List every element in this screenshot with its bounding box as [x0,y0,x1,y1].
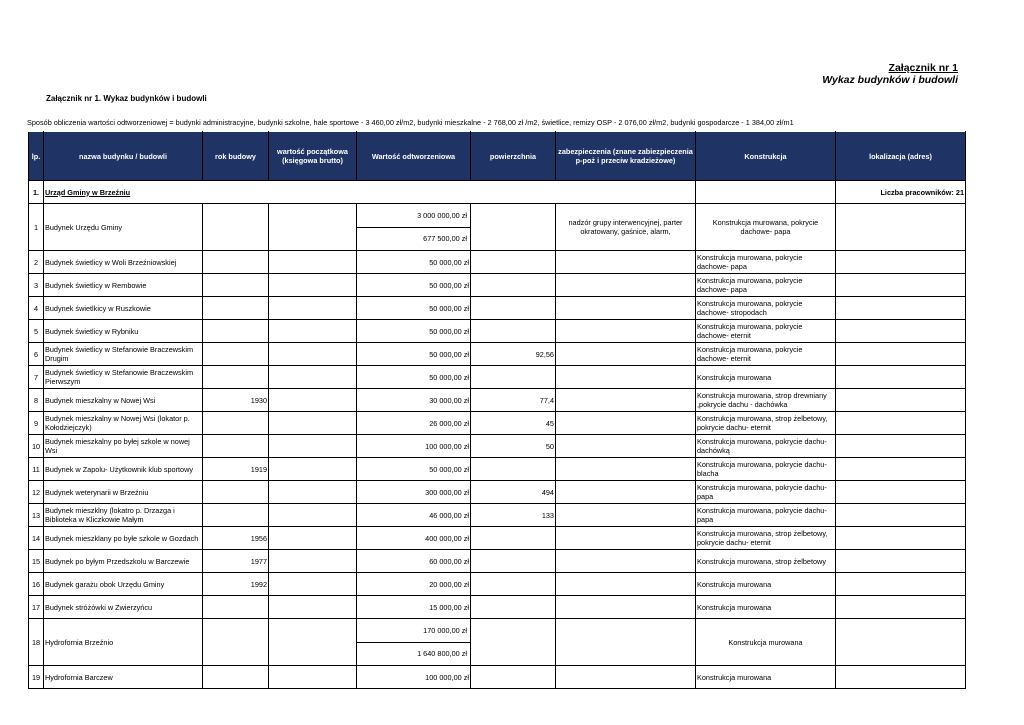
table-row [29,527,966,550]
row-location [836,389,966,412]
row-location [836,458,966,481]
row-lp: 1 [29,204,44,251]
row-security [556,619,696,666]
row-replacement-value [357,204,471,251]
row-name: Budynek mieszkalny w Nowej Wsi (lokator p. Kołodziejczyk) [44,412,203,435]
row-initial-value [269,389,357,412]
row-initial-value [269,527,357,550]
row-year [203,366,269,389]
row-location [836,366,966,389]
row-construction: Konstrukcja murowana, strop żelbetowy, pokrycie dachu- eternit [696,527,836,550]
row-security [556,297,696,320]
row-year: 1992 [203,573,269,596]
row-security [556,666,696,689]
row-replacement-value [357,619,471,666]
row-lp: 18 [29,619,44,666]
row-name: Budynek mieszkalny po byłej szkole w nowej Wsi [44,435,203,458]
row-area [471,619,556,666]
row-location [836,320,966,343]
row-name: Budynek po byłym Przedszkolu w Barczewie [44,550,203,573]
row-replacement-value: 20 000,00 zł [357,573,471,596]
table-header-row [29,132,966,181]
row-construction: Konstrukcja murowana, pokrycie dachu- blacha [696,458,836,481]
table-row [29,573,966,596]
row-name: Budynek weterynarii w Brzeźniu [44,481,203,504]
row-initial-value [269,297,357,320]
document-title: Załącznik nr 1. Wykaz budynków i budowli [46,94,207,103]
row-year [203,481,269,504]
row-name: Budynek świetlkicy w Ruszkowie [44,297,203,320]
row-construction: Konstrukcja murowana, pokrycie dachu- papa [696,481,836,504]
row-name: Budynek świetlicy w Rembowie [44,274,203,297]
row-lp: 15 [29,550,44,573]
row-initial-value [269,550,357,573]
row-initial-value [269,435,357,458]
row-construction: Konstrukcja murowana, pokrycie dachowe- eternit [696,343,836,366]
row-replacement-value: 400 000,00 zł [357,527,471,550]
row-area [471,573,556,596]
row-area [471,596,556,619]
row-year [203,619,269,666]
row-initial-value [269,596,357,619]
row-construction: Konstrukcja murowana [696,619,836,666]
row-replacement-value: 100 000,00 zł [357,666,471,689]
row-construction: Konstrukcja murowana, pokrycie dachowe- papa [696,204,836,251]
row-location [836,527,966,550]
row-replacement-value-part: 3 000 000,00 zł [357,204,470,228]
row-year: 1930 [203,389,269,412]
row-construction: Konstrukcja murowana, strop żelbetowy [696,550,836,573]
header-year: rok budowy [203,132,269,181]
row-location [836,204,966,251]
row-initial-value [269,320,357,343]
table-row [29,320,966,343]
table-row [29,251,966,274]
row-name: Budynek świetlicy w Stefanowie Braczewskim Pierwszym [44,366,203,389]
row-replacement-value: 15 000,00 zł [357,596,471,619]
table-row [29,619,966,666]
row-name: Budynek stróżówki w Zwierzyńcu [44,596,203,619]
row-area [471,458,556,481]
row-name: Budynek świetlicy w Stefanowie Braczewskim Drugim [44,343,203,366]
row-construction: Konstrukcja murowana [696,573,836,596]
row-lp: 12 [29,481,44,504]
row-initial-value [269,274,357,297]
header-name: nazwa budynku / budowli [44,132,203,181]
row-year [203,204,269,251]
row-initial-value [269,204,357,251]
row-construction: Konstrukcja murowana, pokrycie dachowe- papa [696,251,836,274]
row-construction: Konstrukcja murowana, pokrycie dachowe- stropodach [696,297,836,320]
row-location [836,573,966,596]
row-lp: 3 [29,274,44,297]
row-area [471,366,556,389]
row-replacement-value: 26 000,00 zł [357,412,471,435]
annex-heading [822,62,958,86]
row-security [556,274,696,297]
row-construction: Konstrukcja murowana, pokrycie dachu- papa [696,504,836,527]
row-construction: Konstrukcja murowana [696,596,836,619]
row-area: 50 [471,435,556,458]
row-location [836,274,966,297]
row-construction: Konstrukcja murowana, strop drewniany ,pokrycie dachu - dachówka [696,389,836,412]
row-construction: Konstrukcja murowana [696,366,836,389]
header-construction: Konstrukcja [696,132,836,181]
section-spacer [696,181,836,204]
header-area: powierzchnia [471,132,556,181]
row-location [836,412,966,435]
row-replacement-value: 50 000,00 zł [357,458,471,481]
row-lp: 14 [29,527,44,550]
row-lp: 19 [29,666,44,689]
row-initial-value [269,619,357,666]
row-security [556,435,696,458]
row-lp: 6 [29,343,44,366]
table-row [29,412,966,435]
row-initial-value [269,573,357,596]
row-security: nadzór grupy interwencyjnej, parter okratowany, gaśnice, alarm, [556,204,696,251]
row-area [471,666,556,689]
row-area: 45 [471,412,556,435]
table-row [29,550,966,573]
row-lp: 5 [29,320,44,343]
row-replacement-value: 50 000,00 zł [357,366,471,389]
annex-number: Załącznik nr 1 [888,62,958,74]
row-area: 494 [471,481,556,504]
row-name: Budynek garażu obok Urzędu Gminy [44,573,203,596]
row-initial-value [269,412,357,435]
row-year: 1919 [203,458,269,481]
section-lp: 1. [29,181,44,204]
row-replacement-value: 50 000,00 zł [357,320,471,343]
row-area [471,320,556,343]
row-lp: 2 [29,251,44,274]
row-year [203,412,269,435]
table-row [29,504,966,527]
row-security [556,343,696,366]
row-replacement-value: 50 000,00 zł [357,297,471,320]
row-location [836,343,966,366]
table-row [29,343,966,366]
row-area: 77,4 [471,389,556,412]
row-name: Hydrofornia Barczew [44,666,203,689]
row-security [556,458,696,481]
row-replacement-value-part: 170 000,00 zł [357,619,470,643]
row-replacement-value: 100 000,00 zł [357,435,471,458]
row-replacement-value: 46 000,00 zł [357,504,471,527]
row-year [203,435,269,458]
row-location [836,666,966,689]
row-location [836,596,966,619]
row-location [836,481,966,504]
header-security: zabezpieczenia (znane zabiezpieczenia p-poż i przeciw kradzieżowe) [556,132,696,181]
row-construction: Konstrukcja murowana, strop żelbetowy, pokrycie dachu- eternit [696,412,836,435]
row-security [556,366,696,389]
row-year [203,297,269,320]
row-security [556,481,696,504]
row-location [836,619,966,666]
row-area [471,550,556,573]
row-security [556,596,696,619]
row-location [836,297,966,320]
row-area [471,297,556,320]
row-security [556,320,696,343]
row-construction: Konstrukcja murowana, pokrycie dachu- dachówką [696,435,836,458]
row-replacement-value: 30 000,00 zł [357,389,471,412]
row-lp: 8 [29,389,44,412]
row-area: 92,56 [471,343,556,366]
table-row [29,596,966,619]
row-year [203,274,269,297]
row-location [836,550,966,573]
section-name: Urząd Gminy w Brzeźniu [44,181,696,204]
row-initial-value [269,666,357,689]
row-year [203,320,269,343]
row-name: Budynek mieszklny (lokatro p. Drzazga i Biblioteka w Kliczkowie Małym [44,504,203,527]
table-row [29,458,966,481]
row-initial-value [269,366,357,389]
row-name: Budynek mieszklany po byłe szkole w Gozdach [44,527,203,550]
row-initial-value [269,504,357,527]
table-row [29,435,966,458]
row-area [471,251,556,274]
row-year [203,666,269,689]
row-area [471,527,556,550]
row-replacement-value-part: 677 500,00 zł [423,234,467,244]
row-replacement-value: 300 000,00 zł [357,481,471,504]
row-name: Budynek mieszkalny w Nowej Wsi [44,389,203,412]
row-construction: Konstrukcja murowana, pokrycie dachowe- eternit [696,320,836,343]
header-replacement-value: Wartość odtworzeniowa [357,132,471,181]
row-security [556,412,696,435]
row-area [471,204,556,251]
row-year: 1977 [203,550,269,573]
table-row [29,481,966,504]
row-initial-value [269,481,357,504]
row-name: Budynek świetlicy w Rybniku [44,320,203,343]
row-name: Budynek świetlicy w Woli Brzeźniowskiej [44,251,203,274]
row-initial-value [269,343,357,366]
table-row [29,274,966,297]
row-name: Budynek Urzędu Gminy [44,204,203,251]
row-location [836,251,966,274]
row-area: 133 [471,504,556,527]
row-location [836,504,966,527]
table-row [29,297,966,320]
section-row [29,181,966,204]
row-replacement-value-part: 1 640 800,00 zł [417,649,467,659]
row-security [556,251,696,274]
row-security [556,527,696,550]
row-construction: Konstrukcja murowana [696,666,836,689]
row-lp: 10 [29,435,44,458]
table-row [29,366,966,389]
row-security [556,550,696,573]
row-construction: Konstrukcja murowana, pokrycie dachowe- papa [696,274,836,297]
row-lp: 7 [29,366,44,389]
row-name: Hydrofornia Brzeźnio [44,619,203,666]
row-initial-value [269,251,357,274]
table-row [29,389,966,412]
row-security [556,504,696,527]
row-security [556,389,696,412]
row-year [203,343,269,366]
row-lp: 17 [29,596,44,619]
row-lp: 9 [29,412,44,435]
table-row [29,666,966,689]
row-replacement-value: 50 000,00 zł [357,274,471,297]
row-name: Budynek w Zapolu- Użytkownik klub sportowy [44,458,203,481]
annex-subtitle: Wykaz budynków i budowli [822,74,958,86]
row-initial-value [269,458,357,481]
row-year [203,596,269,619]
row-replacement-value: 60 000,00 zł [357,550,471,573]
header-location: lokalizacja (adres) [836,132,966,181]
row-lp: 16 [29,573,44,596]
row-year: 1956 [203,527,269,550]
calculation-method-note: Sposób obliczenia wartości odtworzeniowej = budynki administracyjne, budynki szkolne, hale sportowe - 3 460,00 zł/m2, budynki mieszkalne - 2 768,00 zł /m2, świetlice, remizy OSP - 2 076,00 zł/m2, budynki gospodarcze - 1 384,00 zł/m1 [27,118,794,127]
row-lp: 11 [29,458,44,481]
row-replacement-value: 50 000,00 zł [357,343,471,366]
row-security [556,573,696,596]
row-area [471,274,556,297]
table-row [29,204,966,251]
row-year [203,504,269,527]
section-employees: Liczba pracowników: 21 [836,181,966,204]
row-lp: 4 [29,297,44,320]
row-replacement-value: 50 000,00 zł [357,251,471,274]
row-location [836,435,966,458]
header-initial-value: wartość początkowa (księgowa brutto) [269,132,357,181]
row-year [203,251,269,274]
buildings-table [28,131,966,689]
row-lp: 13 [29,504,44,527]
header-lp: lp. [29,132,44,181]
